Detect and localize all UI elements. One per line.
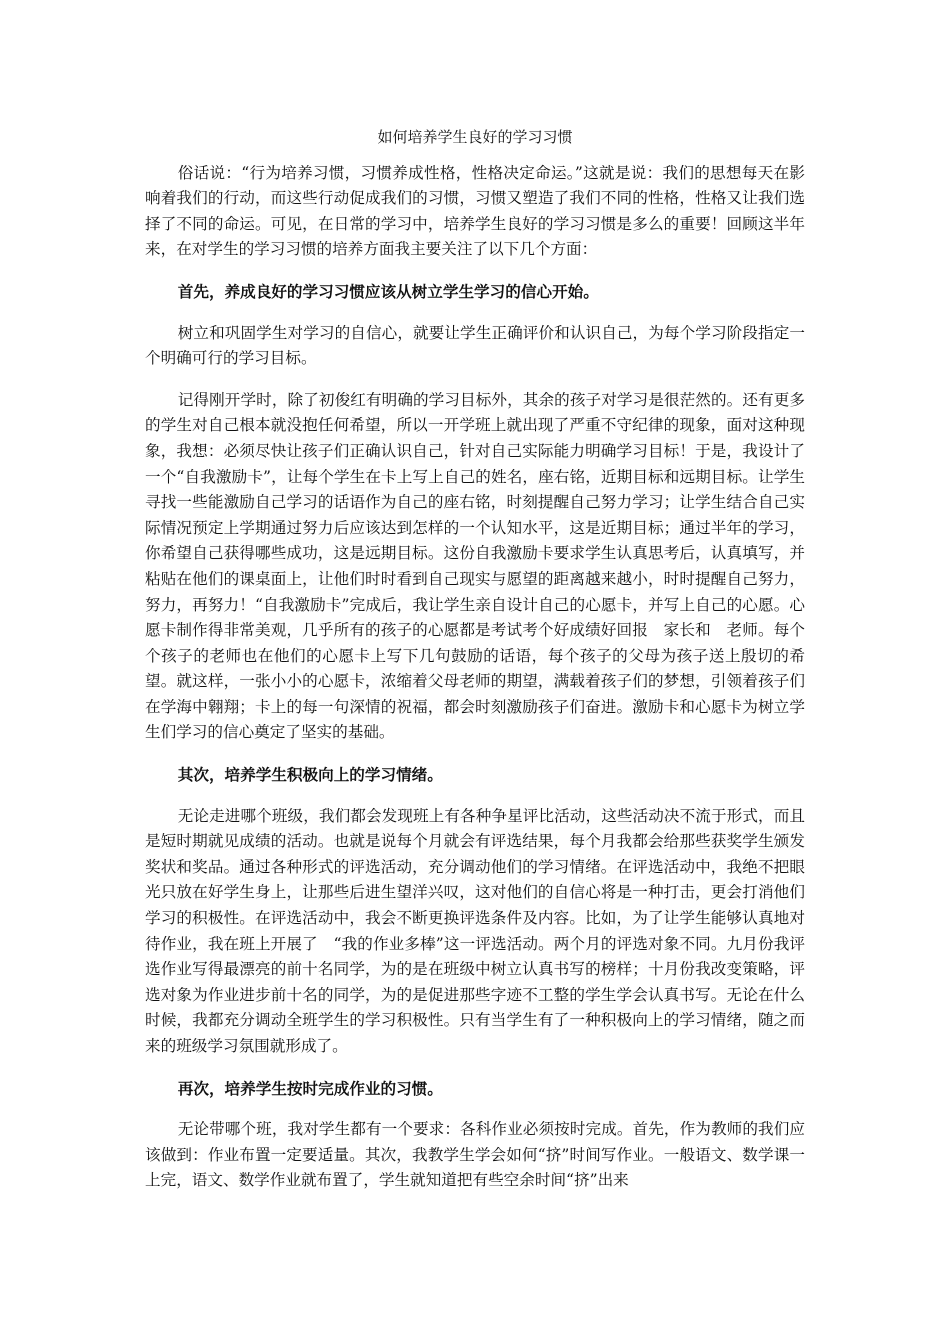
paragraph-motivation-card: 记得刚开学时，除了初俊红有明确的学习目标外，其余的孩子对学习是很茫然的。还有更多的学生对自己根本就没抱任何希望，所以一开学班上就出现了严重不守纪律的现象，面对这种现象，我想：必须尽快让孩子们正确认识自己，针对自己实际能力明确学习目标！于是，我设计了一个“自我激励卡”，让每个学生在卡上写上自己的姓名，座右铭，近期目标和远期目标。让学生寻找一些能激励自己学习的话语作为自己的座右铭，时刻提醒自己努力学习；让学生结合自己实际情况预定上学期通过努力后应该达到怎样的一个认知水平，这是近期目标；通过半年的学习，你希望自己获得哪些成功，这是远期目标。这份自我激励卡要求学生认真思考后，认真填写，并粘贴在他们的课桌面上，让他们时时看到自己现实与愿望的距离越来越小，时时提醒自己努力，努力，再努力！“自我激励卡”完成后，我让学生亲自设计自己的心愿卡，并写上自己的心愿。心愿卡制作得非常美观，几乎所有的孩子的心愿都是考试考个好成绩好回报 家长和 老师。每个个孩子的老师也在他们的心愿卡上写下几句鼓励的话语，每个孩子的父母为孩子送上殷切的希望。就这样，一张小小的心愿卡，浓缩着父母老师的期望，满载着孩子们的梦想，引领着孩子们在学海中翱翔；卡上的每一句深情的祝福，都会时刻激励孩子们奋进。激励卡和心愿卡为树立学生们学习的信心奠定了坚实的基础。 <box>145 390 805 742</box>
paragraph-self-confidence: 树立和巩固学生对学习的自信心，就要让学生正确评价和认识自己，为每个学习阶段指定一个明确可行的学习目标。 <box>145 323 805 368</box>
document-title: 如何培养学生良好的学习习惯 <box>377 128 573 146</box>
section-heading-confidence: 首先，养成良好的学习习惯应该从树立学生学习的信心开始。 <box>177 281 599 301</box>
paragraph-homework-habit: 无论带哪个班，我对学生都有一个要求：各科作业必须按时完成。首先，作为教师的我们应该做到：作业布置一定要适量。其次，我教学生学会如何“挤”时间写作业。一般语文、数学课一上完，语文、数学作业就布置了，学生就知道把有些空余时间“挤”出来 <box>145 1120 805 1190</box>
document-body <box>145 125 805 1210</box>
paragraph-intro: 俗话说：“行为培养习惯，习惯养成性格，性格决定命运。”这就是说：我们的思想每天在影响着我们的行动，而这些行动促成我们的习惯，习惯又塑造了我们不同的性格，性格又让我们选择了不同的命运。可见，在日常的学习中，培养学生良好的学习习惯是多么的重要！回顾这半年来，在对学生的学习习惯的培养方面我主要关注了以下几个方面： <box>145 163 805 259</box>
section-heading-learning-mood: 其次，培养学生积极向上的学习情绪。 <box>177 765 443 785</box>
section-heading-homework: 再次，培养学生按时完成作业的习惯。 <box>177 1078 443 1098</box>
paragraph-evaluation-activities: 无论走进哪个班级，我们都会发现班上有各种争星评比活动，这些活动决不流于形式，而且是短时期就见成绩的活动。也就是说每个月就会有评选结果，每个月我都会给那些获奖学生颁发奖状和奖品。通过各种形式的评选活动，充分调动他们的学习情绪。在评选活动中，我绝不把眼光只放在好学生身上，让那些后进生望洋兴叹，这对他们的自信心将是一种打击，更会打消他们学习的积极性。在评选活动中，我会不断更换评选条件及内容。比如，为了让学生能够认真地对待作业，我在班上开展了 “我的作业多棒”这一评选活动。两个月的评选对象不同。九月份我评选作业写得最漂亮的前十名同学，为的是在班级中树立认真书写的榜样；十月份我改变策略，评选对象为作业进步前十名的同学，为的是促进那些字迹不工整的学生学会认真书写。无论在什么时候，我都充分调动全班学生的学习积极性。只有当学生有了一种积极向上的学习情绪，随之而来的班级学习氛围就形成了。 <box>145 806 805 1055</box>
